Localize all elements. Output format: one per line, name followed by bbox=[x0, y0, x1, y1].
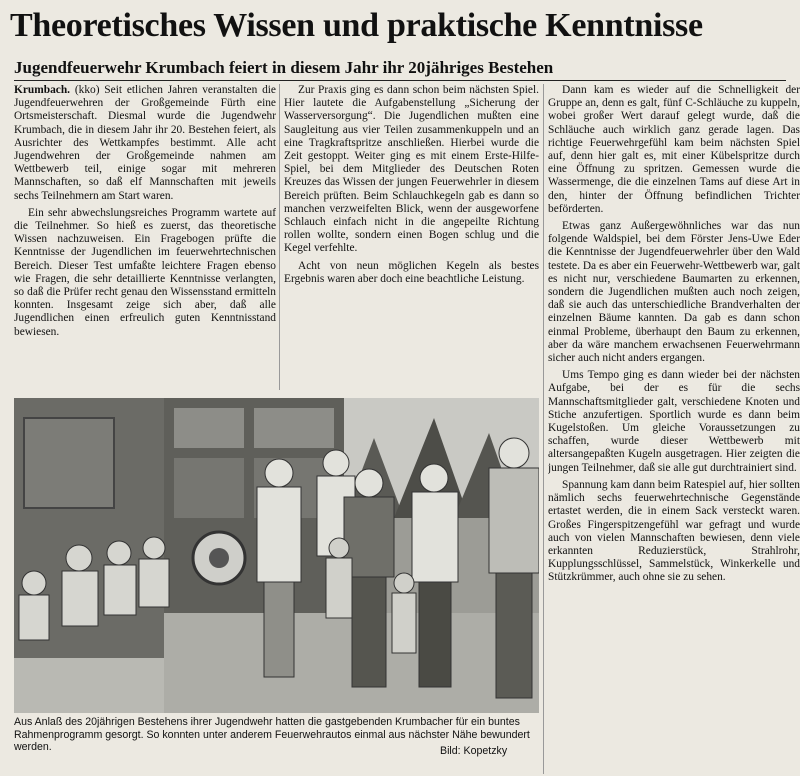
paragraph bbox=[14, 84, 276, 203]
paragraph: Dann kam es wieder auf die Schnelligkeit der Gruppe an, denn es galt, fünf C-Schläuche zu kuppeln, wobei großer Wert darauf gelegt wurde, daß die Schläuche auch wirklich ganz gerade lagen. Das richtige Feuerwehrgefühl kam beim nächsten Spiel auf, denn hier galt es, mit einer Kübelspritze durch eine Öffnung zu spritzen. Gemessen wurde die Wassermenge, die die einzelnen Tams auf diese Art in den, hinter der Öffnung befindlichen Trichter beförderten. bbox=[548, 84, 800, 215]
column-divider bbox=[279, 84, 280, 390]
photo-illustration bbox=[14, 398, 539, 713]
dateline: Krumbach. bbox=[14, 84, 71, 96]
paragraph: Spannung kam dann beim Ratespiel auf, hier sollten nämlich sechs feuerwehrtechnische Gegenstände ertastet werden, die in einem Sack versteckt waren. Großes Fingerspitzengefühl war gefragt und wurde auch von vielen Mannschaften bewiesen, denn viele erkannten Reduzierstück, Strahlrohr, Kupplungsschlüssel, Sammelstück, Winkerkelle und Stützkrümmer, auch ohne sie zu sehen. bbox=[548, 478, 800, 584]
paragraph: Etwas ganz Außergewöhnliches war das nun folgende Waldspiel, bei dem Förster Jens-Uwe Eder die Kenntnisse der Jugendfeuerwehrler über den Wald testete. Da es aber ein Feuerwehr-Wettbewerb war, galt es nicht nur, verschiedene Baumarten zu erkennen, sondern die Jugendlichen mußten auch noch zeigen, daß sie auch das unterschiedliche Brandverhalten der einzelnen Bäume kannten. Da gab es dann schon einmal Probleme, überhaupt den Baum zu erkennen, aber da wäre manchem erwachsenen Feuerwehrmann sicher auch nicht anders ergangen. bbox=[548, 220, 800, 365]
paragraph: Ums Tempo ging es dann wieder bei der nächsten Aufgabe, bei der es für die sechs Mannschaftsmitglieder galt, verschiedene Knoten und Stiche anzufertigen. Sportlich wurde es dann beim Kugelstoßen. Um gleiche Voraussetzungen zu schaffen, wurde dieser Wettbewerb mit altersangepaßten Kugeln ausgetragen. Hier zeigten die jungen Teilnehmer, daß sie alle gut durchtrainiert sind. bbox=[548, 369, 800, 474]
paragraph: Zur Praxis ging es dann schon beim nächsten Spiel. Hier lautete die Aufgabenstellung „Sicherung der Wasserversorgung“. Die Jugendlichen mußten eine Saugleitung aus vier Teilen zusammenkuppeln und an eine Tragkraftspritze anschließen. Hierbei wurde die Zeit gestoppt. Weiter ging es mit einem Erste-Hilfe-Spiel, bei dem Mitglieder des Deutschen Roten Kreuzes das Wissen der jungen Feuerwehrler in diesem Bereich prüften. Beim Schlauchkegeln gab es dann so manchen verzweifelten Blick, wenn der ausgeworfene Schlauch einfach nicht in die angepeilte Richtung rollen wollte, sondern einen Bogen schlug und die Kegel verfehlte. bbox=[284, 84, 539, 255]
photo-caption: Aus Anlaß des 20jährigen Bestehens ihrer Jugendwehr hatten die gastgebenden Krumbacher für ein buntes Rahmenprogramm gesorgt. So konnten unter anderem Feuerwehrautos einmal aus nächster Nähe bewundert werden. bbox=[14, 716, 530, 754]
headline: Theoretisches Wissen und praktische Kenntnisse bbox=[10, 7, 703, 44]
paragraph: Acht von neun möglichen Kegeln als bestes Ergebnis waren aber doch eine beachtliche Leistung. bbox=[284, 259, 539, 285]
article-column-2 bbox=[284, 84, 539, 392]
article-column-1 bbox=[14, 84, 276, 388]
article-column-3 bbox=[548, 84, 800, 774]
news-photo bbox=[14, 398, 539, 713]
subheadline: Jugendfeuerwehr Krumbach feiert in diesem Jahr ihr 20jähriges Bestehen bbox=[14, 58, 554, 77]
paragraph: Ein sehr abwechslungsreiches Programm wartete auf die Teilnehmer. So hieß es zuerst, das theoretische Wissen nachzuweisen. Ein Fragebogen prüfte die Kenntnisse der Jugendlichen im feuerwehrtechnischen Bereich. Dieser Test umfaßte leichtere Fragen ebenso wie Fragen, die sehr detaillierte Kenntnisse verlangten, so daß die Prüfer recht genau den Wissensstand ermitteln konnten. Insgesamt zeige sich aber, daß alle Jugendlichen einen erfreulich guten Kenntnisstand bewiesen. bbox=[14, 206, 276, 338]
photo-credit: Bild: Kopetzky bbox=[440, 745, 508, 757]
paragraph-text: (kko) Seit etlichen Jahren veranstalten die Jugendfeuerwehren der Großgemeinde Fürth eine Ortsmeisterschaft. Diesmal wurde die Jugendwehr Krumbach, die in diesem Jahr ihr 20. Bestehen feiert, als Ausrichter des Wettkampfes bestimmt. Alle acht Jugendwehren der Großgemeinde nahmen am Wettbewerb teil, einige sogar mit mehreren Mannschaften, so daß elf Mannschaften mit jeweils sechs Teilnehmern am Start waren. bbox=[14, 84, 276, 202]
column-divider bbox=[543, 84, 544, 774]
header-rule bbox=[14, 80, 786, 81]
